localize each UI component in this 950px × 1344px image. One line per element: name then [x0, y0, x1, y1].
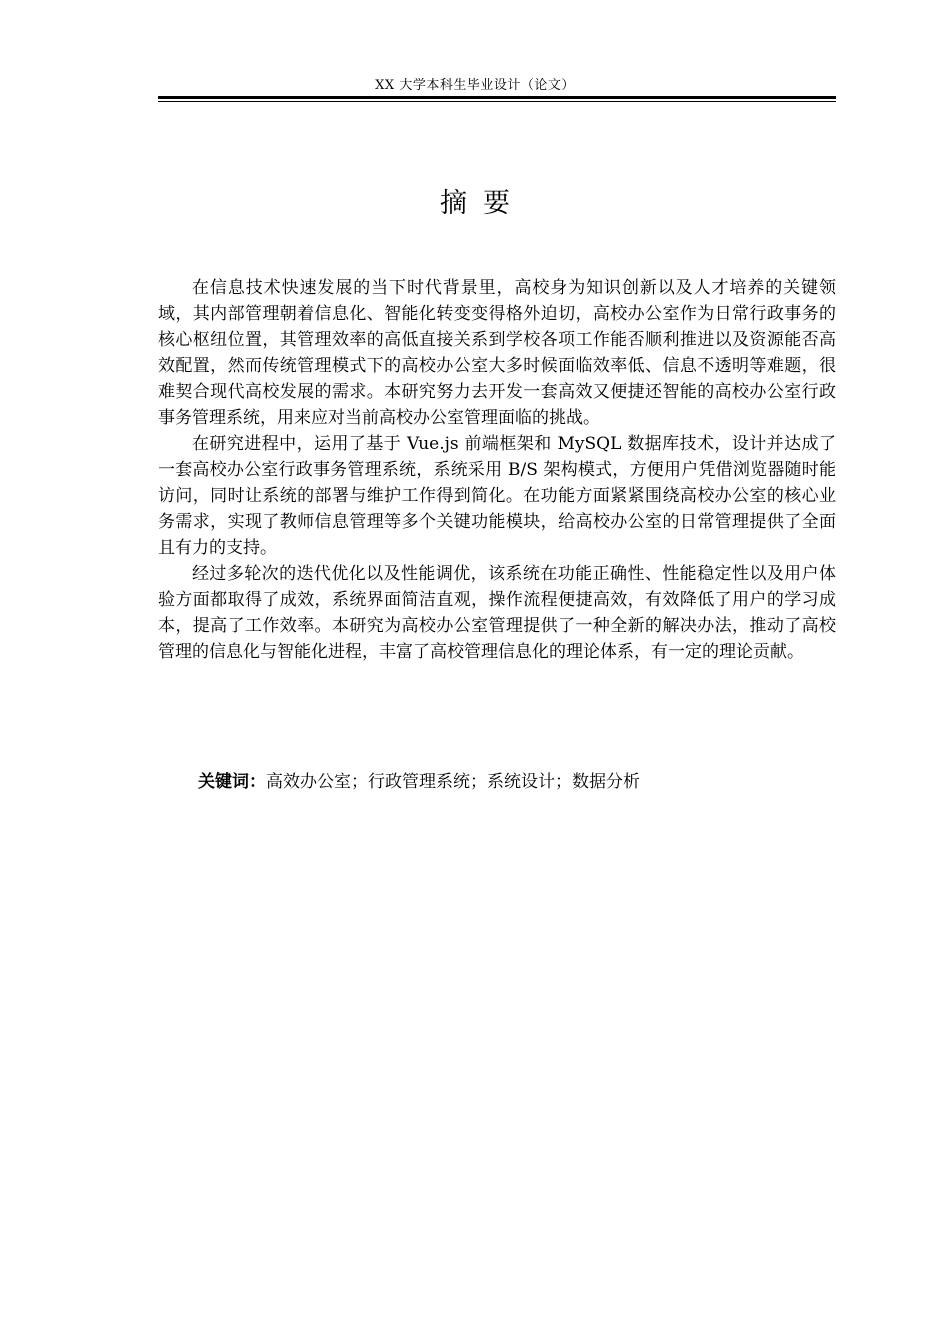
- running-header: XX 大学本科生毕业设计（论文）: [375, 78, 575, 93]
- page-title: 摘要: [440, 188, 526, 219]
- abstract-body: [158, 275, 836, 665]
- abstract-paragraph-1: 在信息技术快速发展的当下时代背景里，高校身为知识创新以及人才培养的关键领域，其内部管理朝着信息化、智能化转变变得格外迫切，高校办公室作为日常行政事务的核心枢纽位置，其管理效率的高低直接关系到学校各项工作能否顺利推进以及资源能否高效配置，然而传统管理模式下的高校办公室大多时候面临效率低、信息不透明等难题，很难契合现代高校发展的需求。本研究努力去开发一套高效又便捷还智能的高校办公室行政事务管理系统，用来应对当前高校办公室管理面临的挑战。: [158, 278, 836, 428]
- abstract-paragraph-3: 经过多轮次的迭代优化以及性能调优，该系统在功能正确性、性能稳定性以及用户体验方面都取得了成效，系统界面简洁直观，操作流程便捷高效，有效降低了用户的学习成本，提高了工作效率。本研究为高校办公室管理提供了一种全新的解决办法，推动了高校管理的信息化与智能化进程，丰富了高校管理信息化的理论体系，有一定的理论贡献。: [158, 564, 836, 662]
- keywords-label: 关键词：: [198, 772, 266, 792]
- header-rule-thin: [158, 101, 836, 102]
- keywords-value: 高效办公室；行政管理系统；系统设计；数据分析: [266, 772, 640, 792]
- header-rule-thick: [158, 96, 836, 99]
- abstract-paragraph-2: 在研究进程中，运用了基于 Vue.js 前端框架和 MySQL 数据库技术，设计并达成了一套高校办公室行政事务管理系统，系统采用 B/S 架构模式，方便用户凭借浏览器随时能访问，同时让系统的部署与维护工作得到简化。在功能方面紧紧围绕高校办公室的核心业务需求，实现了教师信息管理等多个关键功能模块，给高校办公室的日常管理提供了全面且有力的支持。: [158, 434, 836, 558]
- keywords-line: [198, 769, 640, 795]
